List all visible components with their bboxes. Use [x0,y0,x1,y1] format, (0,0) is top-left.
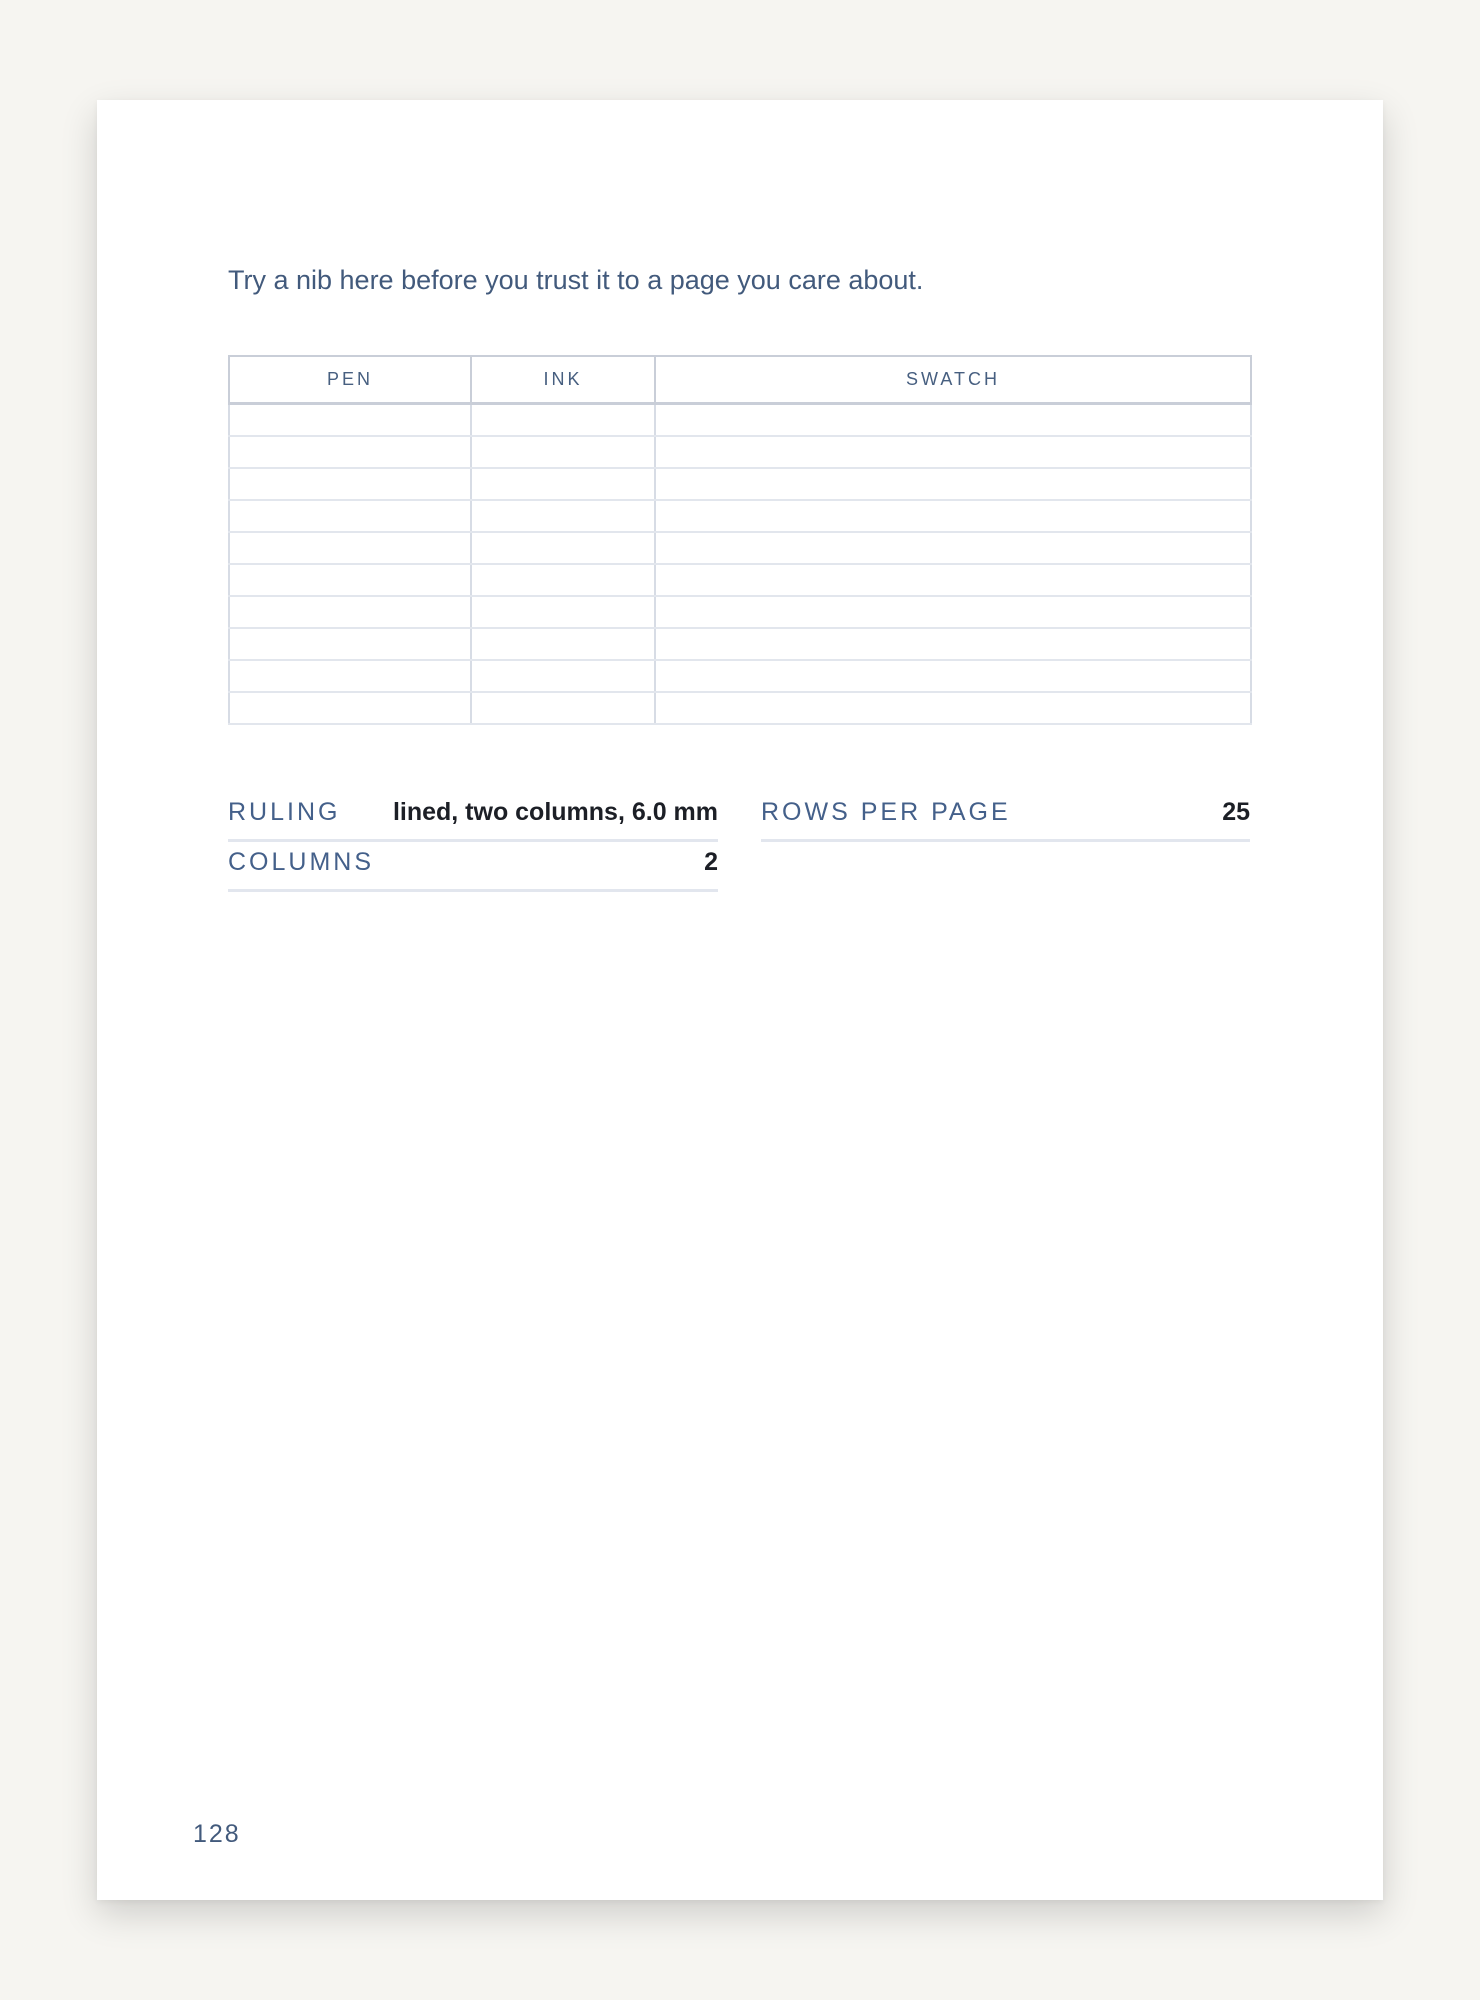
pen-cell[interactable] [229,692,471,724]
column-header-swatch: SWATCH [655,356,1251,404]
ink-cell[interactable] [471,596,655,628]
ink-cell[interactable] [471,564,655,596]
spec-columns-label: COLUMNS [228,848,375,876]
table-row [229,404,1251,437]
spec-columns-value: 2 [704,848,718,876]
spec-rows-per-page-label: ROWS PER PAGE [761,798,1011,826]
ink-cell[interactable] [471,500,655,532]
spec-ruling-value: lined, two columns, 6.0 mm [392,798,718,826]
table-row [229,436,1251,468]
pen-cell[interactable] [229,500,471,532]
ink-cell[interactable] [471,628,655,660]
spec-rows-per-page [761,792,1250,842]
ink-cell[interactable] [471,404,655,437]
table-row [229,564,1251,596]
pen-cell[interactable] [229,532,471,564]
pen-cell[interactable] [229,436,471,468]
column-header-pen: PEN [229,356,471,404]
spec-ruling-label: RULING [228,798,341,826]
ink-cell[interactable] [471,436,655,468]
pen-cell[interactable] [229,564,471,596]
spec-columns [228,842,718,892]
swatch-cell[interactable] [655,532,1251,564]
table-row [229,596,1251,628]
table-row [229,532,1251,564]
swatch-cell[interactable] [655,436,1251,468]
ink-cell[interactable] [471,692,655,724]
page-number: 128 [193,1820,241,1848]
table-header-row [229,356,1251,404]
swatch-cell[interactable] [655,468,1251,500]
swatch-cell[interactable] [655,564,1251,596]
spec-rows-per-page-value: 25 [1222,798,1250,826]
intro-text: Try a nib here before you trust it to a page you care about. [228,265,924,295]
pen-cell[interactable] [229,404,471,437]
ink-cell[interactable] [471,468,655,500]
pen-cell[interactable] [229,468,471,500]
table-row [229,468,1251,500]
swatch-cell[interactable] [655,692,1251,724]
swatch-cell[interactable] [655,500,1251,532]
table-row [229,660,1251,692]
swatch-cell[interactable] [655,660,1251,692]
pen-test-table [228,355,1252,725]
spec-ruling [228,792,718,842]
pen-cell[interactable] [229,596,471,628]
table-row [229,628,1251,660]
pen-cell[interactable] [229,628,471,660]
notebook-page [97,100,1383,1900]
swatch-cell[interactable] [655,596,1251,628]
pen-cell[interactable] [229,660,471,692]
ink-cell[interactable] [471,660,655,692]
table-row [229,692,1251,724]
table-row [229,500,1251,532]
ink-cell[interactable] [471,532,655,564]
swatch-cell[interactable] [655,404,1251,437]
swatch-cell[interactable] [655,628,1251,660]
column-header-ink: INK [471,356,655,404]
